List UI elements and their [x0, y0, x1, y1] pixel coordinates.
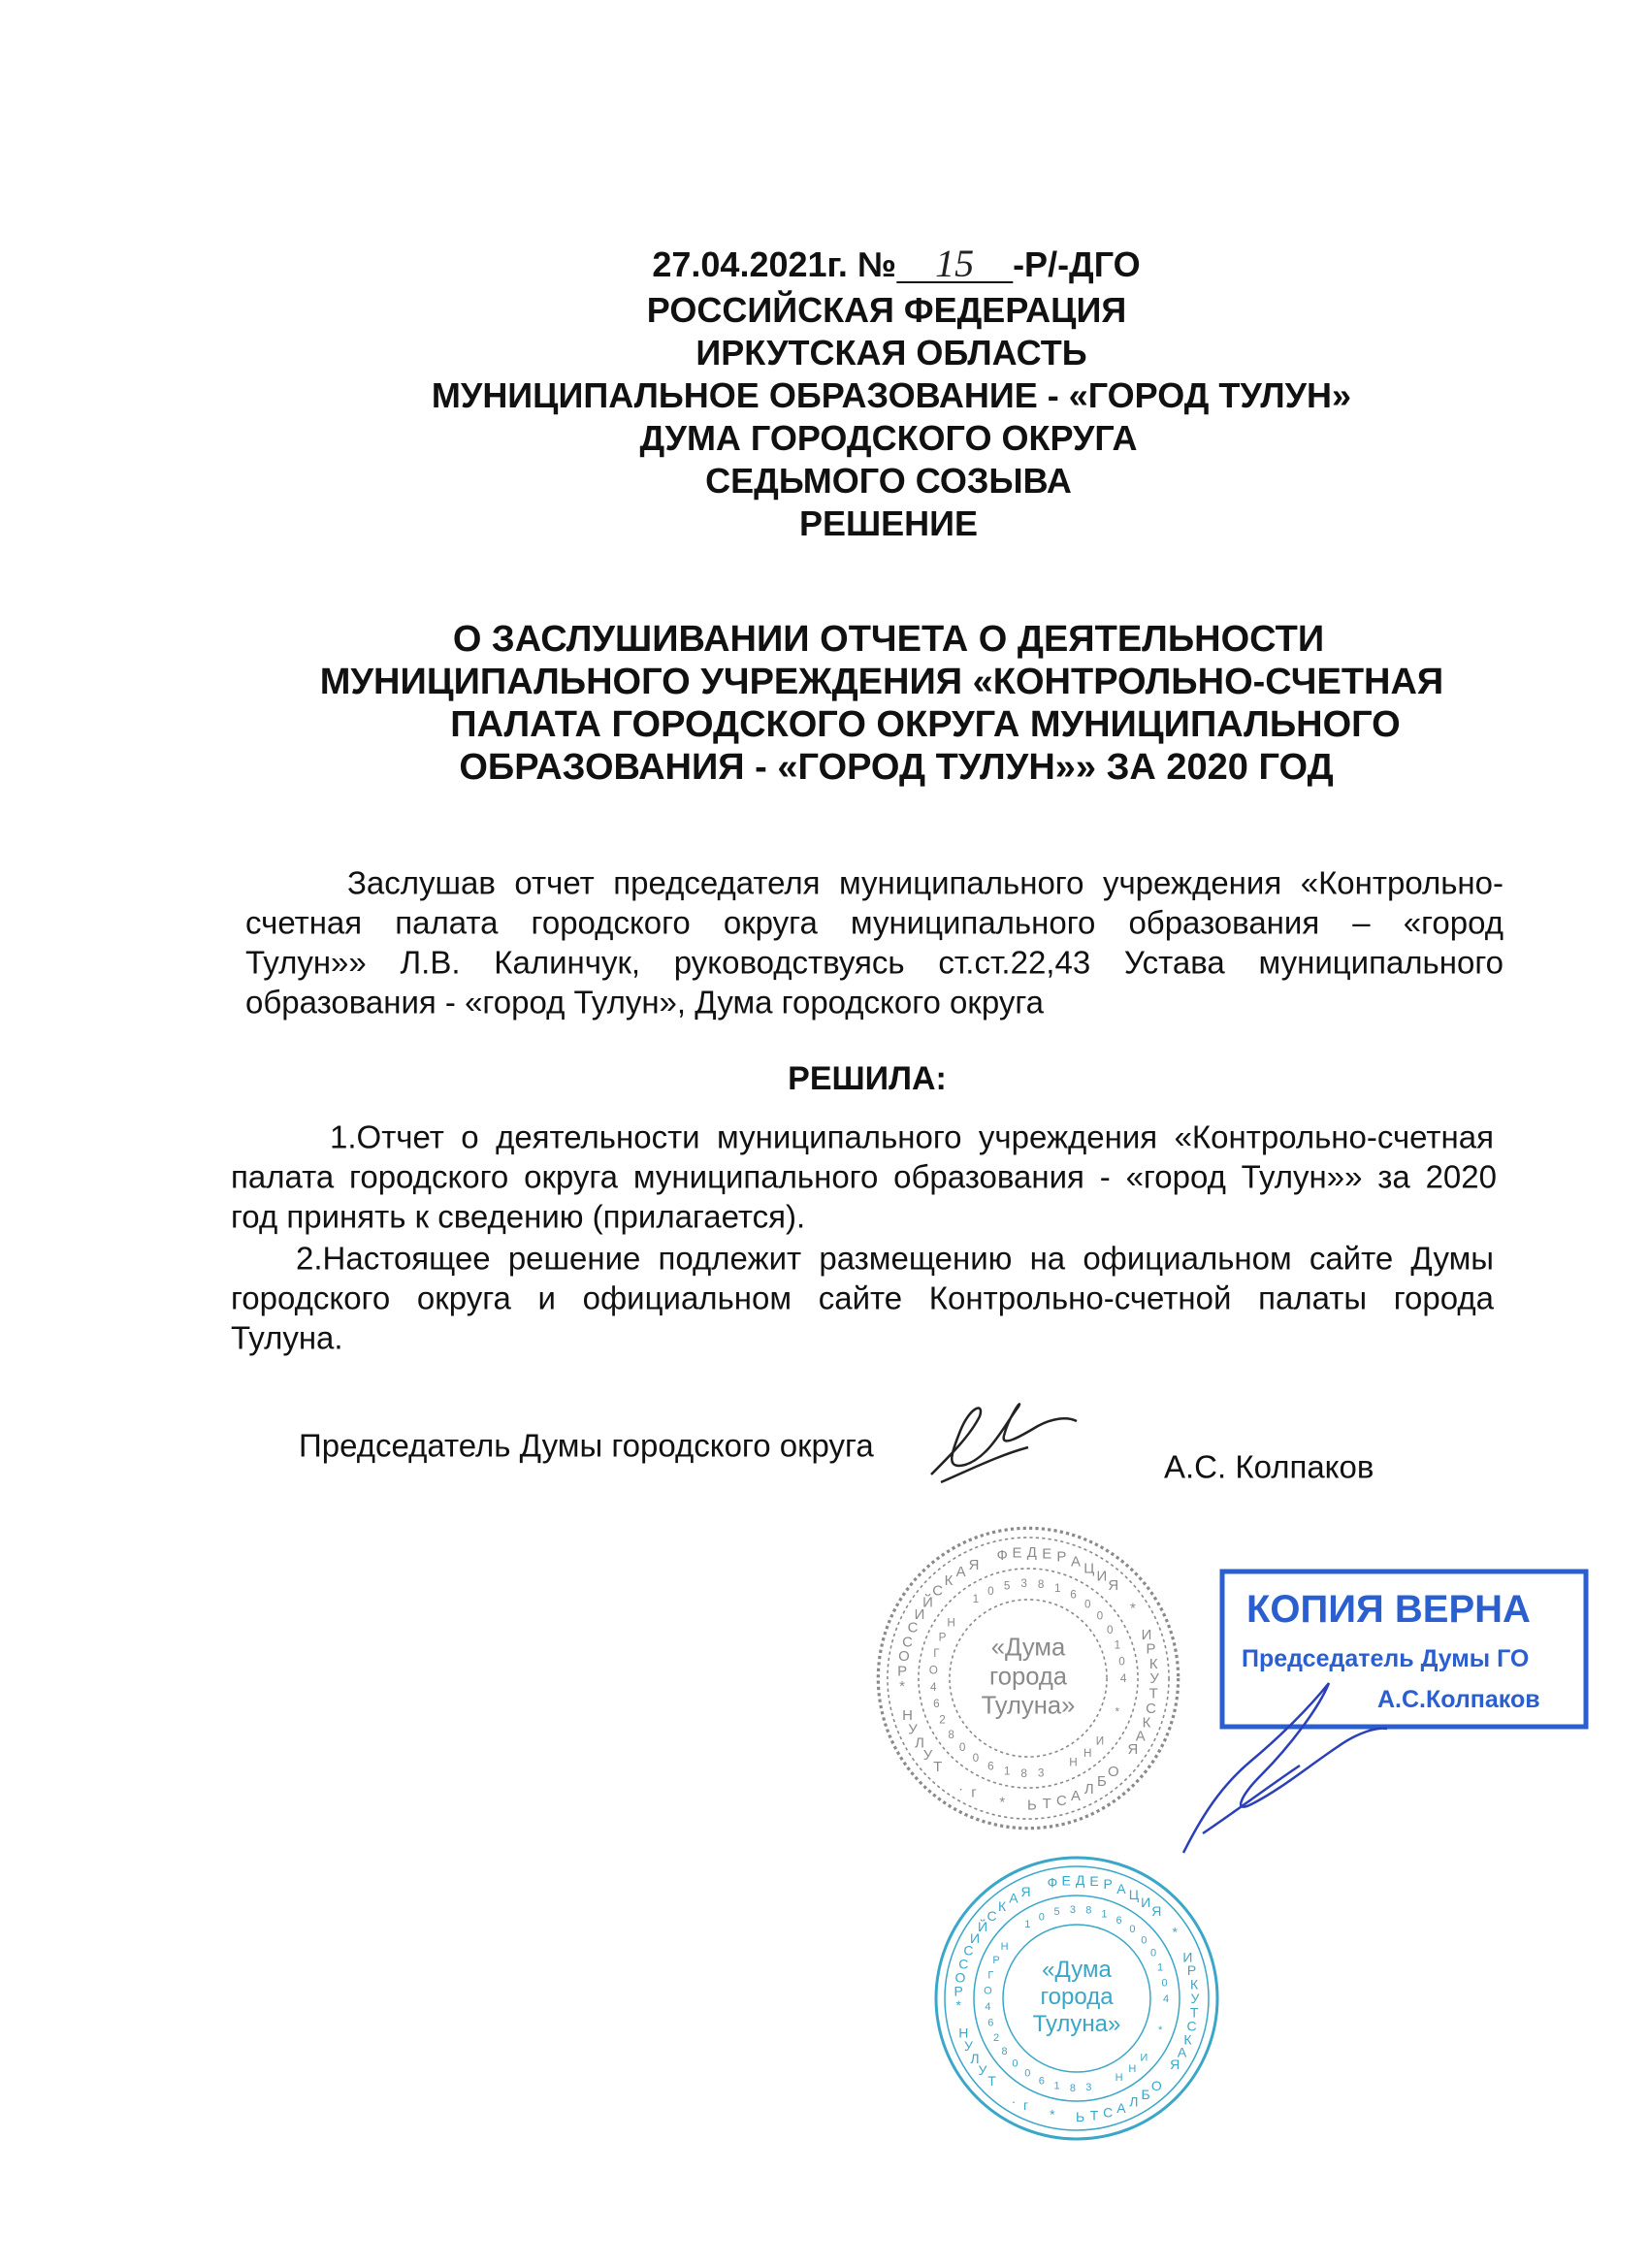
seal-outer-char: Е	[1061, 1872, 1071, 1889]
seal-inner-char: 8	[1069, 2082, 1076, 2094]
seal-inner-char: 8	[1020, 1767, 1027, 1781]
seal-outer-char: *	[1172, 1924, 1178, 1940]
header-region: ИРКУТСКАЯ ОБЛАСТЬ	[695, 333, 1087, 373]
seal-outer-char: И	[1096, 1568, 1108, 1585]
seal-inner-char: О	[928, 1664, 938, 1677]
seal-outer-char: Н	[902, 1707, 913, 1725]
seal-inner-char: Р	[992, 1954, 1000, 1966]
seal-inner-char: 1	[1157, 1961, 1164, 1974]
seal-center-line: «Дума	[990, 1634, 1066, 1662]
seal-outer-char: А	[1116, 2100, 1126, 2116]
seal-inner-char: 1	[972, 1593, 980, 1606]
item-2-line: Тулуна.	[231, 1319, 343, 1356]
seal-outer-char: С	[963, 1942, 974, 1959]
seal-outer-char: С	[1055, 1792, 1067, 1809]
seal-outer-char: Д	[1075, 1872, 1085, 1888]
seal-inner-char: 4	[985, 2001, 991, 2014]
seal-outer-char: А	[955, 1564, 966, 1581]
seal-outer-char: К	[998, 1898, 1007, 1915]
seal-inner-char: 6	[933, 1698, 940, 1711]
seal-outer-char: С	[1186, 2018, 1197, 2034]
seal-inner-char: 0	[1118, 1655, 1125, 1669]
seal-inner-char: 1	[1114, 1638, 1121, 1652]
seal-outer-char: И	[969, 1929, 981, 1946]
seal-inner-char: Н	[1115, 2071, 1123, 2084]
seal-outer-char: К	[1183, 2031, 1192, 2048]
seal-outer-char: Ц	[1083, 1560, 1095, 1577]
seal-outer-char: С	[902, 1634, 913, 1651]
seal-inner-char: Н	[1128, 2062, 1137, 2075]
seal-outer-char: К	[1148, 1655, 1158, 1672]
decided-heading: РЕШИЛА:	[788, 1060, 947, 1097]
seal-center-line: города	[1040, 1984, 1114, 2010]
seal-outer-char: Т	[1148, 1685, 1158, 1702]
seal-outer-char: У	[908, 1721, 918, 1738]
seal-outer-char: С	[1146, 1700, 1156, 1717]
item-2-line: городского округа и официальном сайте Контрольно-счетной палаты города	[231, 1280, 1494, 1316]
seal-inner-char: 6	[987, 1760, 994, 1773]
seal-inner-char: *	[1157, 2025, 1163, 2037]
seal-outer-char: И	[1141, 1894, 1151, 1910]
seal-outer-char: А	[1177, 2044, 1187, 2060]
title-line: МУНИЦИПАЛЬНОГО УЧРЕЖДЕНИЯ «КОНТРОЛЬНО-СЧЕТНАЯ	[319, 662, 1444, 702]
seal-inner-char: 1	[1024, 1919, 1031, 1931]
seal-outer-char: Б	[1141, 2087, 1150, 2102]
seal-inner-char: 5	[1003, 1579, 1011, 1593]
seal-outer-char: Т	[1042, 1795, 1051, 1812]
seal-center-line: «Дума	[1042, 1957, 1112, 1983]
seal-outer-char: О	[1107, 1764, 1119, 1781]
seal-outer-char: *	[899, 1677, 905, 1695]
seal-inner-char: 3	[1020, 1577, 1027, 1591]
seal-inner-char: *	[1115, 1705, 1120, 1719]
seal-outer-char: *	[1050, 2106, 1055, 2122]
item-1-line: год принять к сведению (прилагается).	[231, 1198, 806, 1235]
seal-inner-char: 6	[987, 2017, 994, 2029]
seal-inner-char: 3	[1037, 1766, 1045, 1780]
seal-inner-char: 0	[1012, 2057, 1018, 2070]
seal-inner-char: Г	[987, 1969, 994, 1982]
seal-outer-char: Е	[1042, 1545, 1052, 1563]
seal-inner-char: 0	[972, 1751, 980, 1765]
seal-outer-char: С	[958, 1956, 969, 1972]
seal-outer-char: О	[1150, 2077, 1162, 2093]
stamp-line: А.С.Колпаков	[1377, 1686, 1540, 1713]
item-2-line: 2.Настоящее решение подлежит размещению на официальном сайте Думы	[296, 1240, 1494, 1277]
preamble-line: Заслушав отчет председателя муниципального учреждения «Контрольно-	[347, 864, 1504, 901]
seal-outer-char: Я	[1108, 1577, 1119, 1595]
seal-inner-char: 8	[948, 1728, 954, 1741]
seal-outer-char: А	[1009, 1890, 1018, 1906]
seal-outer-char: К	[1142, 1714, 1151, 1732]
seal-inner-char: 6	[1116, 1914, 1122, 1927]
seal-outer-char: Ф	[996, 1546, 1008, 1564]
seal-outer-char: С	[932, 1582, 944, 1600]
seal-outer-char: *	[999, 1794, 1006, 1811]
seal-inner-char: Н	[1069, 1756, 1078, 1769]
header-duma: ДУМА ГОРОДСКОГО ОКРУГА	[639, 418, 1138, 458]
seal-inner-char: Н	[1000, 1940, 1009, 1953]
seal-outer-char: Й	[977, 1918, 988, 1934]
seal-outer-char: Т	[1089, 2107, 1099, 2123]
seal-outer-char: Ь	[1026, 1797, 1037, 1814]
seal-outer-char: Л	[970, 2050, 980, 2066]
seal-outer-char: У	[1149, 1670, 1159, 1688]
decision-suffix: -Р/-ДГО	[1013, 244, 1141, 284]
seal-outer-char: О	[954, 1969, 966, 1986]
signatory-name: А.С. Колпаков	[1164, 1448, 1374, 1485]
seal-inner-char: 0	[1107, 1623, 1114, 1636]
seal-outer-char: У	[1190, 1990, 1200, 2006]
header-municipality: МУНИЦИПАЛЬНОЕ ОБРАЗОВАНИЕ - «ГОРОД ТУЛУН»	[431, 375, 1352, 415]
seal-outer-char: Т	[1189, 2004, 1199, 2021]
seal-outer-char: .	[958, 1777, 963, 1795]
seal-inner-char: 1	[1003, 1765, 1011, 1778]
seal-inner-char: 8	[1001, 2045, 1008, 2057]
seal-inner-char: 4	[1119, 1672, 1127, 1686]
seal-center-line: Тулуна»	[981, 1692, 1076, 1720]
item-1-line: палата городского округа муниципального образования - «город Тулун»» за 2020	[231, 1158, 1497, 1195]
seal-outer-char: У	[978, 2061, 987, 2078]
seal-outer-char: Р	[954, 1983, 963, 1999]
seal-inner-char: 0	[958, 1740, 966, 1754]
seal-inner-char: Р	[938, 1631, 947, 1644]
title-line: О ЗАСЛУШИВАНИИ ОТЧЕТА О ДЕЯТЕЛЬНОСТИ	[452, 619, 1325, 660]
header-convocation: СЕДЬМОГО СОЗЫВА	[705, 461, 1072, 501]
seal-inner-char: 3	[1069, 1903, 1076, 1916]
seal-outer-char: Р	[1056, 1548, 1067, 1566]
seal-outer-char: А	[1135, 1728, 1146, 1745]
seal-outer-char: А	[1070, 1553, 1081, 1571]
seal-inner-char: Н	[947, 1616, 955, 1630]
seal-inner-char: Н	[1083, 1746, 1092, 1760]
seal-outer-char: И	[914, 1606, 925, 1624]
seal-outer-char: Р	[1103, 1876, 1113, 1893]
seal-inner-char: И	[1095, 1734, 1105, 1748]
signature-scribble	[912, 1377, 1086, 1494]
seal-center-line: города	[988, 1663, 1068, 1691]
seal-outer-char: Я	[1170, 2057, 1180, 2073]
seal-outer-char: Т	[933, 1758, 943, 1775]
seal-inner-char: И	[1140, 2052, 1148, 2064]
seal-outer-char: Р	[1146, 1640, 1156, 1658]
title-line: ОБРАЗОВАНИЯ - «ГОРОД ТУЛУН»» ЗА 2020 ГОД	[459, 747, 1334, 788]
seal-inner-char: О	[984, 1985, 992, 1997]
seal-inner-char: Г	[933, 1647, 940, 1661]
seal-outer-char: Л	[915, 1734, 924, 1752]
seal-outer-char: Е	[1089, 1873, 1099, 1890]
seal-outer-char: С	[986, 1907, 997, 1924]
handwritten-number: 15	[896, 246, 1013, 283]
seal-outer-char: С	[907, 1619, 919, 1636]
seal-inner-char: 3	[1085, 2082, 1092, 2093]
seal-inner-char: 8	[1085, 1904, 1092, 1917]
seal-inner-char: 1	[1053, 2080, 1060, 2092]
seal-inner-char: 0	[987, 1584, 994, 1598]
seal-inner-char: 0	[1024, 2067, 1031, 2080]
seal-outer-char: У	[922, 1747, 933, 1765]
seal-outer-char: *	[1130, 1600, 1136, 1617]
signatory-position: Председатель Думы городского округа	[299, 1427, 874, 1464]
seal-inner-char: 0	[1096, 1609, 1104, 1623]
seal-outer-char: О	[898, 1648, 910, 1666]
seal-outer-char: Р	[1186, 1962, 1197, 1979]
seal-outer-char: Л	[1083, 1781, 1094, 1798]
decision-date: 27.04.2021г. №	[652, 244, 897, 284]
seal-outer-char: А	[1070, 1787, 1081, 1804]
seal-inner-char: 1	[1101, 1908, 1108, 1921]
seal-inner-char: 8	[1037, 1577, 1045, 1591]
seal-outer-char: У	[963, 2038, 973, 2055]
seal-outer-char: Я	[968, 1556, 980, 1573]
seal-inner-char: 1	[1054, 1581, 1061, 1595]
stamp-title: КОПИЯ ВЕРНА	[1246, 1588, 1531, 1631]
seal-outer-char: г	[971, 1784, 977, 1801]
item-1-line: 1.Отчет о деятельности муниципального учреждения «Контрольно-счетная	[330, 1118, 1494, 1155]
seal-outer-char: К	[1190, 1976, 1199, 1993]
seal-outer-char: Л	[1129, 2093, 1139, 2110]
seal-outer-char: Р	[897, 1663, 908, 1680]
seal-inner-char: 4	[930, 1680, 937, 1694]
seal-outer-char: Д	[1026, 1544, 1037, 1562]
seal-inner-char: 5	[1053, 1906, 1060, 1919]
seal-outer-char: .	[1011, 2090, 1016, 2107]
blue-signature	[1142, 1669, 1397, 1863]
preamble-line: образования - «город Тулун», Дума городского округа	[245, 984, 1044, 1021]
seal-outer-char: Б	[1096, 1772, 1107, 1790]
title-line: ПАЛАТА ГОРОДСКОГО ОКРУГА МУНИЦИПАЛЬНОГО	[450, 704, 1401, 745]
seal-inner-char: 6	[1070, 1588, 1077, 1602]
seal-inner-char: 0	[1083, 1598, 1091, 1611]
seal-outer-char: Е	[1012, 1544, 1022, 1562]
seal-outer-char: Ф	[1047, 1874, 1058, 1891]
seal-outer-char: Й	[922, 1594, 933, 1611]
seal-inner-char: 0	[1129, 1923, 1136, 1935]
seal-inner-char: 0	[1141, 1934, 1148, 1947]
seal-outer-char: *	[955, 1997, 961, 2014]
seal-inner-char: 0	[1149, 1947, 1157, 1960]
seal-outer-char: С	[1103, 2104, 1114, 2121]
seal-outer-char: Я	[1151, 1902, 1162, 1919]
seal-outer-char: Я	[1020, 1883, 1031, 1899]
seal-inner-char: 4	[1162, 1993, 1170, 2005]
seal-outer-char: И	[1141, 1626, 1152, 1643]
header-decision: РЕШЕНИЕ	[798, 503, 979, 543]
seal-outer-char: Я	[1127, 1740, 1139, 1758]
decision-date-number	[652, 242, 1141, 285]
seal-outer-char: г	[1022, 2097, 1029, 2113]
seal-inner-char: 2	[993, 2031, 1000, 2044]
stamp-line: Председатель Думы ГО	[1242, 1645, 1530, 1672]
grey-seal	[873, 1523, 1183, 1833]
seal-outer-char: Ц	[1128, 1887, 1140, 1903]
seal-center-line: Тулуна»	[1032, 2011, 1121, 2037]
seal-outer-char: К	[944, 1572, 954, 1590]
preamble-line: Тулун»» Л.В. Калинчук, руководствуясь ст.ст.22,43 Устава муниципального	[245, 944, 1504, 981]
seal-outer-char: И	[1182, 1949, 1193, 1965]
header-country: РОССИЙСКАЯ ФЕДЕРАЦИЯ	[646, 290, 1127, 330]
seal-outer-char: Т	[987, 2072, 996, 2089]
official-seal	[931, 1853, 1222, 2144]
seal-outer-char: Н	[958, 2025, 969, 2041]
seal-inner-char: 0	[1038, 1911, 1045, 1924]
seal-inner-char: 2	[939, 1713, 946, 1727]
preamble-line: счетная палата городского округа муниципального образования – «город	[245, 904, 1504, 941]
seal-inner-char: 0	[1161, 1977, 1168, 1990]
seal-inner-char: 6	[1038, 2075, 1045, 2088]
seal-outer-char: А	[1116, 1880, 1126, 1896]
seal-outer-char: Ь	[1076, 2108, 1085, 2124]
